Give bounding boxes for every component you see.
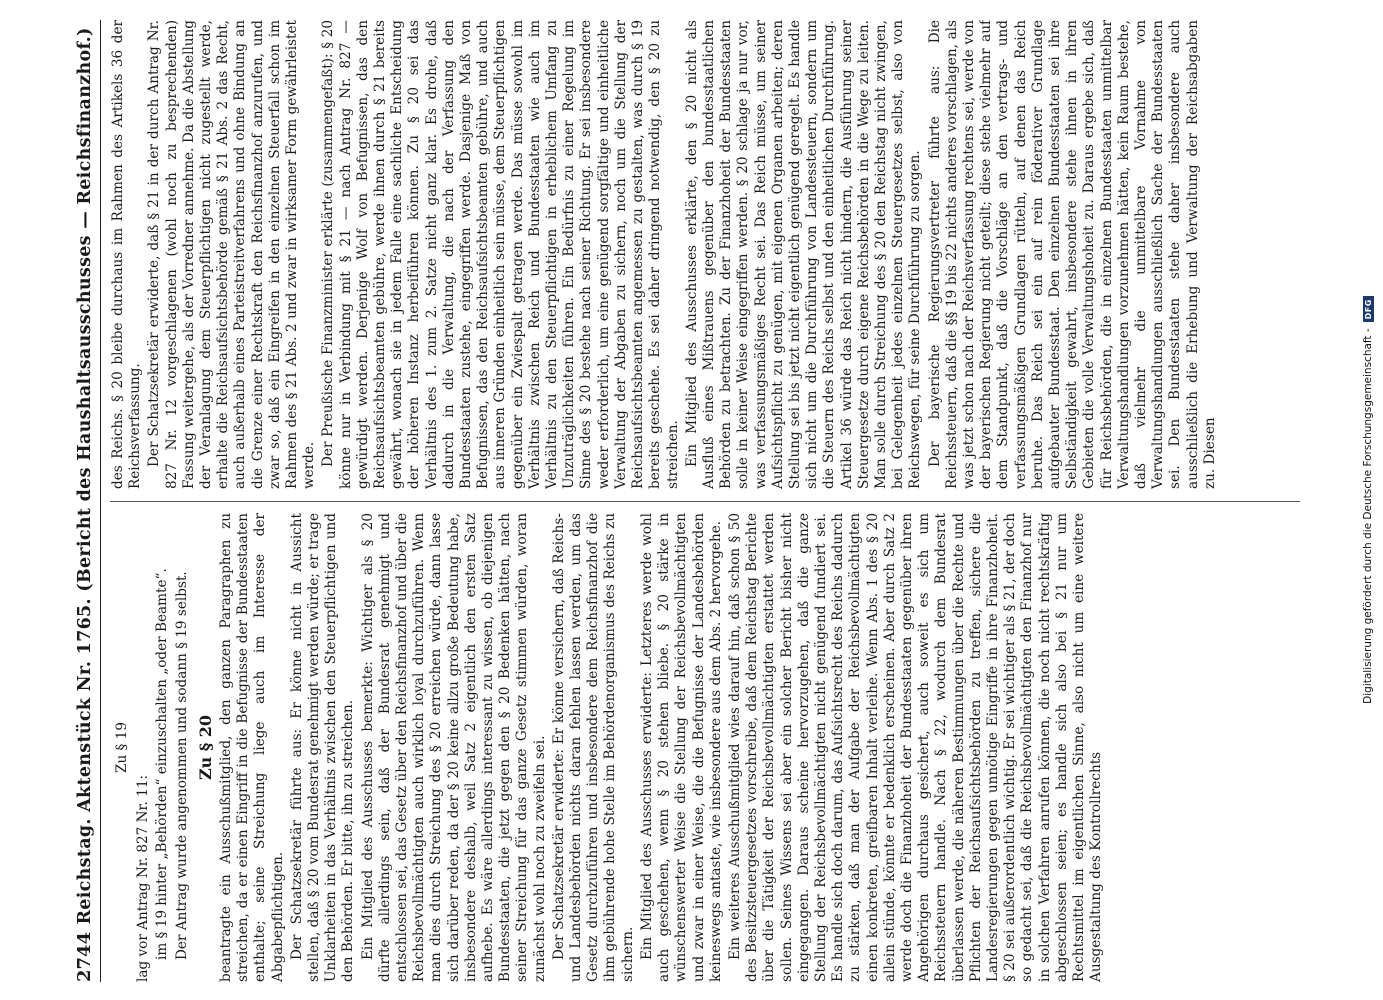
paragraph: Ein Mitglied des Ausschusses bemerkte: Wichtiger als § 20 dürfte allerdings sein, daß der Bundesrat genehmigt und entschlossen sei, das Gesetz über den Reichsfinanzhof und über die Reichsbevollmächtigten auch wirklich loyal durchzuführen. Wenn man dies durch Streichung des § 20 erreichen würde, dann lasse sich darüber reden, da der § 20 keine allzu große Bedeutung habe, insbesondere deshalb, weil Satz 2 eigentlich den ersten Satz aufhebe. Es wäre allerdings interessant zu wissen, ob diejenigen Bundesstaaten, die jetzt gegen den § 20 Bedenken hätten, nach seiner Streichung für das ganze Gesetz stimmen würden, woran zunächst wohl noch zu zweifeln sei. <box>359 513 548 982</box>
page-header <box>76 20 101 982</box>
section-heading: Zu § 19 <box>114 722 130 773</box>
paragraph: Der bayerische Regierungsvertreter führte aus: Die Reichssteuern, daß die §§ 19 bis 22 nichts anderes vorschlagen, als was jetzt schon nach der Reichsverfassung rechtens sei, werde von der bayerischen Regierung nicht geteilt; diese stehe vielmehr auf dem Standpunkt, daß die Vorschläge an den vertrags- und verfassungsmäßigen Grundlagen rütteln, auf denen das Reich beruhe. Das Reich sei ein auf rein föderativer Grundlage aufgebauter Bundesstaat. Den einzelnen Bundesstaaten sei ihre Selbständigkeit gewahrt, insbesondere stehe ihnen in ihren Gebieten die volle Verwaltungshoheit zu. Daraus ergebe sich, daß für Reichsbehörden, die in einzelnen Bundesstaaten unmittelbar Verwaltungshandlungen vorzunehmen hätten, kein Raum bestehe, daß vielmehr die unmittelbare Vornahme von Verwaltungshandlungen ausschließlich Sache der Bundesstaaten sei. Den Bundesstaaten stehe daher insbesondere auch ausschließlich die Erhebung und Verwaltung der Reichsabgaben zu. Diesen <box>926 20 1218 489</box>
dfg-logo: DFG <box>1363 296 1374 322</box>
quoted-motion: im § 19 hinter „Behörden“ einzuschalten „oder Beamte“. <box>154 568 171 960</box>
paragraph: Ein Mitglied des Ausschusses erklärte, den § 20 nicht als Ausfluß eines Mißtrauens gegenüber den bundesstaatlichen Behörden zu betrachten. Zu der Finanzhoheit der Bundesstaaten solle in keiner Weise eingegriffen werden. § 20 schlage ja nur vor, was verfassungsmäßiges Recht sei. Das Reich müsse, um seiner Aufsichtspflicht zu genügen, mit eigenen Organen arbeiten; deren Stellung sei bis jetzt nicht eigentlich genügend geregelt. Es handle sich nicht um die Durchführung von Landessteuern, sondern um die Steuern des Reichs selbst und den einheitlichen Durchführung. Artikel 36 würde das Reich nicht hindern, die Ausführung seiner Steuergesetze durch eigene Reichsbehörden in die Wege zu leiten. Man solle durch Streichung des § 20 den Reichstag nicht zwingen, bei Gelegenheit jedes einzelnen Steuergesetzes selbst, also von Reichswegen, für seine Durchführung zu sorgen. <box>683 20 924 489</box>
page-number: 2744 <box>74 931 95 982</box>
column-divider <box>110 501 1300 502</box>
paragraph: Der Schatzsekretär erwiderte: Er könne versichern, daß Reichs- und Landesbehörden nichts daran fehlen lassen werden, um das Gesetz durchzuführen und insbesondere dem Reichsfinanzhof die ihm gebührende hohe Stelle im Behördenorganismus des Reichs zu sichern. <box>550 513 636 982</box>
document-page <box>76 20 1301 982</box>
paragraph: beantragte ein Ausschußmitglied, den ganzen Paragraphen zu streichen, da er einen Eingriff in die Befugnisse der Bundesstaaten enthalte; seine Streichung liege auch im Interesse der Abgabepflichtigen. <box>218 513 286 982</box>
paragraph: Ein weiteres Ausschußmitglied wies darauf hin, daß schon § 50 des Besitzsteuergesetzes vorschreibe, daß dem Reichstag Berichte über die Tätigkeit der Reichsbevollmächtigten erstattet werden sollen. Seines Wissens sei aber ein solcher Bericht bisher nicht eingegangen. Daraus scheine hervorzugehen, daß die ganze Stellung der Reichsbevollmächtigten nicht genügend fundiert sei. Es handle sich doch darum, das Aufsichtsrecht des Reichs dadurch zu stärken, daß man der Aufgabe der Reichsbevollmächtigten einen konkreten, greifbaren Inhalt verleihe. Wenn Abs. 1 des § 20 allein stünde, könnte er bedenklich erscheinen. Aber durch Satz 2 werde doch die Finanzhoheit der Bundesstaaten gegenüber ihren Angehörigen durchaus gesichert, auch soweit es sich um Reichssteuern handle. Nach § 22, wodurch dem Bundesrat überlassen werde, die näheren Bestimmungen über die Rechte und Pflichten der Reichsaufsichtsbehörden zu treffen, sichere die Landesregierungen gegen unnötige Eingriffe in ihre Finanzhoheit. § 20 sei außerordentlich wichtig. Er sei wichtiger als § 21, der doch so gedacht sei, daß die Reichsbevollmächtigten den Finanzhof nur in solchen Verfahren anrufen können, die noch nicht rechtskräftig abgeschlossen seien; es handle sich also bei § 21 nur um Rechtsmittel im eigentlichen Sinne, also nicht um eine weitere Ausgestaltung des Kontrollrechts <box>726 513 1105 982</box>
paragraph: Der Schatzsekretär führte aus: Er könne nicht in Aussicht stellen, daß § 20 vom Bundesrat genehmigt werden würde; er trage Unklarheiten in das Verhältnis zwischen den Steuerpflichtigen und den Behörden. Er bitte, ihn zu streichen. <box>288 513 357 982</box>
paragraph: Der Schatzsekretär erwiderte, daß § 21 in der durch Antrag Nr. 827 Nr. 12 vorgeschlagenen (wohl noch zu besprechenden) Fassung weitergehe, als der Vorredner annehme. Da die Abstellung der Veranlagung dem Steuerpflichtigen nicht zugestellt werde, erhalte die Reichsaufsichtsbehörde gemäß § 21 Abs. 2 das Recht, auch außerhalb eines Parteistreitverfahrens und ohne Bindung an die Grenze einer Rechtskraft den Reichsfinanzhof anzurufen, und zwar so, daß ein Eingreifen in den einzelnen Steuerfall schon im Rahmen des § 21 Abs. 2 und zwar in wirksamer Form gewährleistet werde. <box>146 20 318 489</box>
text-columns <box>110 20 1300 982</box>
left-column <box>110 513 1300 982</box>
paragraph: Ein Mitglied des Ausschusses erwiderte: Letzteres werde wohl auch geschehen, wenn § 20 stehen bliebe. § 20 stärke in wünschenswerter Weise die Stellung der Reichsbevollmächtigten und zwar in einer Weise, die die Befugnisse der Landesbehörden keineswegs antaste, wie insbesondere aus dem Abs. 2 hervorgehe. <box>638 513 724 982</box>
right-column <box>110 20 1300 489</box>
digitization-footer <box>1357 0 1379 1000</box>
paragraph: lag vor Antrag Nr. 827 Nr. 11: <box>135 774 152 982</box>
running-title: Reichstag. Aktenstück Nr. 1765. (Bericht des Haushaltsausschusses — Reichsfinanzhof.) <box>75 27 95 925</box>
footer-credit: Digitalisierung gefördert durch die Deutsche Forschungsgemeinschaft - <box>1362 328 1374 704</box>
paragraph: des Reichs. § 20 bleibe durchaus im Rahmen des Artikels 36 der Reichsverfassung. <box>110 20 144 489</box>
section-heading: Zu § 20 <box>195 714 215 781</box>
paragraph: Der Preußische Finanzminister erklärte (zusammengefaßt): § 20 könne nur in Verbindung mit § 21 — nach Antrag Nr. 827 — gewürdigt werden. Derjenige Wolf von Befugnissen, das den Reichsaufsichtsbeamten gebühre, werde ihnen durch § 21 bereits gewährt, wonach sie in jedem Falle eine sachliche Entscheidung der höheren Instanz herbeiführen können. Zu § 20 sei das Verhältnis des 1. zum 2. Satze nicht ganz klar. Es drohe, daß dadurch in die Verwaltung, die nach der Verfassung den Bundesstaaten zustehe, eingegriffen werde. Dasjenige Maß von Befugnissen, das den Reichsaufsichtsbeamten gebühre, und auch aus inneren Gründen einheitlich sein müsse, dem Steuerpflichtigen gegenüber ein Zwiespalt getragen werde. Das müsse sowohl im Verhältnis zwischen Reich und Bundesstaaten wie auch im Verhältnis zu den Steuerpflichtigen in erheblichem Umfang zu Unzuträglichkeiten führen. Ein Bedürfnis zu einer Regelung im Sinne des § 20 bestehe nach seiner Richtung. Er sei insbesondere weder erforderlich, um eine genügend sorgfältige und einheitliche Verwaltung der Abgaben zu sichern, noch um die Stellung der Reichsaufsichtsbeamten angemessen zu gestalten, was durch § 19 bereits geschehe. Es sei daher dringend notwendig, den § 20 zu streichen. <box>320 20 681 489</box>
paragraph: Der Antrag wurde angenommen und sodann § 19 selbst. <box>173 571 190 960</box>
